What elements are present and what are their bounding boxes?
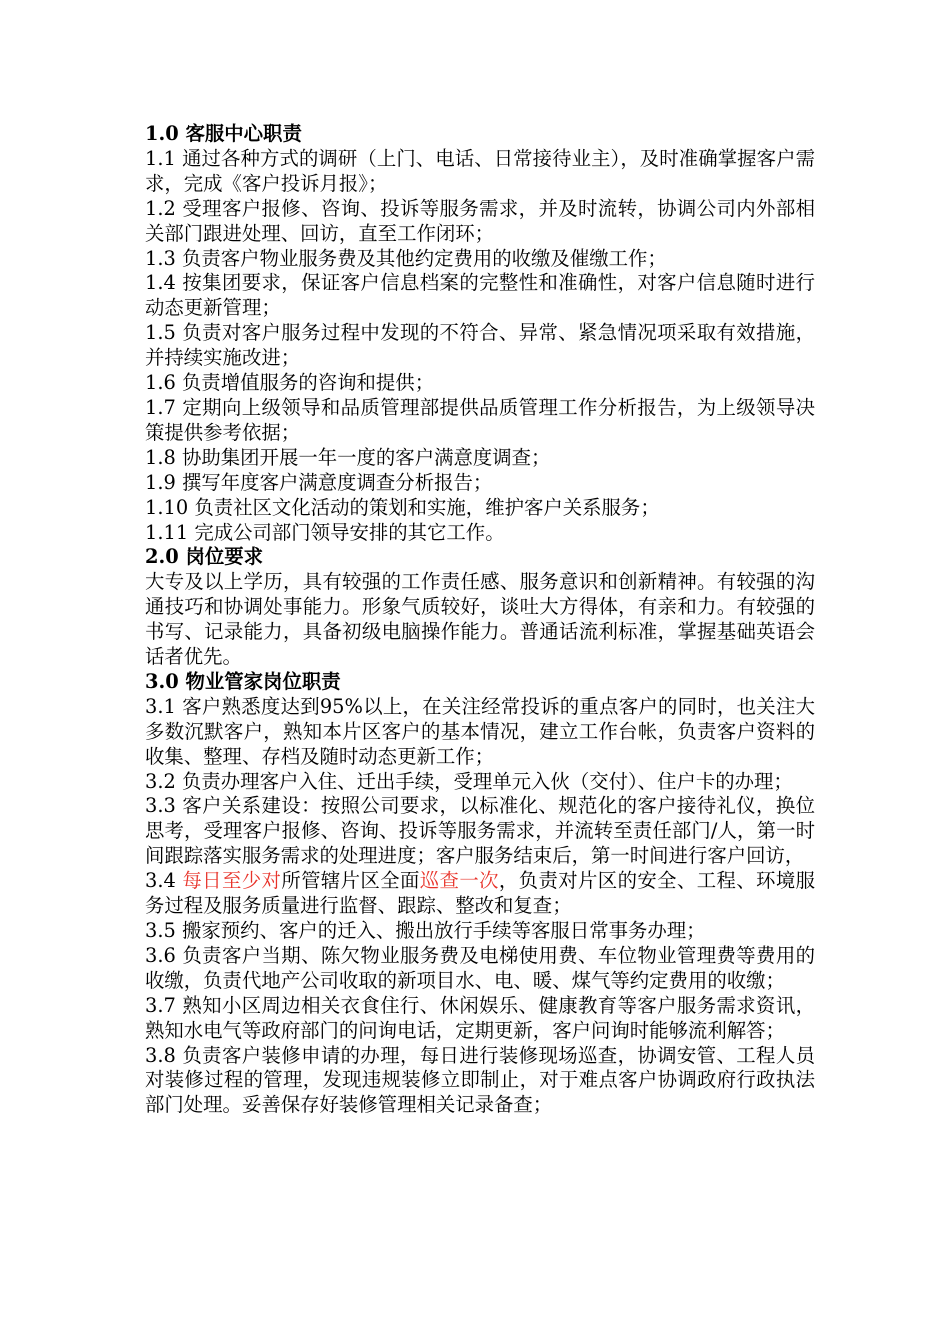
section3-item-6: 3.6 负责客户当期、陈欠物业服务费及电梯使用费、车位物业管理费等费用的收缴，负责代地产公司收取的新项目水、电、暖、煤气等约定费用的收缴；	[145, 943, 815, 992]
section2-heading: 2.0 岗位要求	[145, 545, 264, 569]
section3-item-4	[145, 869, 815, 919]
section1-heading: 1.0 客服中心职责	[145, 122, 302, 145]
section1-item-1: 1.1 通过各种方式的调研（上门、电话、日常接待业主），及时准确掌握客户需求，完成《客户投诉月报》；	[145, 146, 815, 195]
section1-item-10: 1.10 负责社区文化活动的策划和实施，维护客户关系服务；	[145, 495, 660, 519]
section3-item-4-prefix: 3.4	[145, 869, 183, 893]
highlight-text-daily: 每日至少对	[182, 869, 282, 893]
section1-item-8: 1.8 协助集团开展一年一度的客户满意度调查；	[145, 445, 551, 469]
section3-item-2: 3.2 负责办理客户入住、迁出手续，受理单元入伙（交付）、住户卡的办理；	[145, 769, 793, 793]
section3-item-4-mid: 所管辖片区全面	[281, 869, 420, 893]
section1-item-2: 1.2 受理客户报修、咨询、投诉等服务需求，并及时流转，协调公司内外部相关部门跟进处理、回访，直至工作闭环；	[145, 196, 815, 245]
document-page	[145, 122, 815, 1118]
section3-item-3: 3.3 客户关系建设：按照公司要求，以标准化、规范化的客户接待礼仪，换位思考，受理客户报修、咨询、投诉等服务需求，并流转至责任部门/人，第一时间跟踪落实服务需求的处理进度；客户服务结束后，第一时间进行客户回访，	[145, 794, 815, 868]
section1-item-4: 1.4 按集团要求，保证客户信息档案的完整性和准确性，对客户信息随时进行动态更新管理；	[145, 271, 815, 320]
section3-item-5: 3.5 搬家预约、客户的迁入、搬出放行手续等客服日常事务办理；	[145, 919, 706, 942]
section1-item-7: 1.7 定期向上级领导和品质管理部提供品质管理工作分析报告，为上级领导决策提供参考依据；	[145, 395, 815, 444]
section3-item-1: 3.1 客户熟悉度达到95%以上，在关注经常投诉的重点客户的同时，也关注大多数沉默客户，熟知本片区客户的基本情况，建立工作台帐，负责客户资料的收集、整理、存档及随时动态更新工作；	[145, 694, 815, 768]
section1-item-11: 1.11 完成公司部门领导安排的其它工作。	[145, 520, 505, 544]
section1-item-5: 1.5 负责对客户服务过程中发现的不符合、异常、紧急情况项采取有效措施，并持续实施改进；	[145, 321, 815, 370]
section3-heading: 3.0 物业管家岗位职责	[145, 669, 341, 693]
section3-item-7: 3.7 熟知小区周边相关衣食住行、休闲娱乐、健康教育等客户服务需求资讯，熟知水电气等政府部门的问询电话，定期更新，客户问询时能够流利解答；	[145, 993, 815, 1042]
section1-item-3: 1.3 负责客户物业服务费及其他约定费用的收缴及催缴工作；	[145, 246, 667, 270]
section1-item-9: 1.9 撰写年度客户满意度调查分析报告；	[145, 470, 493, 494]
section3-item-8: 3.8 负责客户装修申请的办理，每日进行装修现场巡查，协调安管、工程人员对装修过程的管理，发现违规装修立即制止，对于难点客户协调政府行政执法部门处理。妥善保存好装修管理相关记录备查；	[145, 1043, 815, 1117]
section3-item-4-suffix: ，负责对片区的安全、工程、环境服务过程及服务质量进行监督、跟踪、整改和复查；	[145, 869, 816, 918]
highlight-text-inspection: 巡查一次	[419, 869, 499, 893]
section2-body: 大专及以上学历，具有较强的工作责任感、服务意识和创新精神。有较强的沟通技巧和协调处事能力。形象气质较好，谈吐大方得体，有亲和力。有较强的书写、记录能力，具备初级电脑操作能力。普通话流利标准，掌握基础英语会话者优先。	[145, 570, 815, 669]
section1-item-6: 1.6 负责增值服务的咨询和提供；	[145, 371, 435, 395]
